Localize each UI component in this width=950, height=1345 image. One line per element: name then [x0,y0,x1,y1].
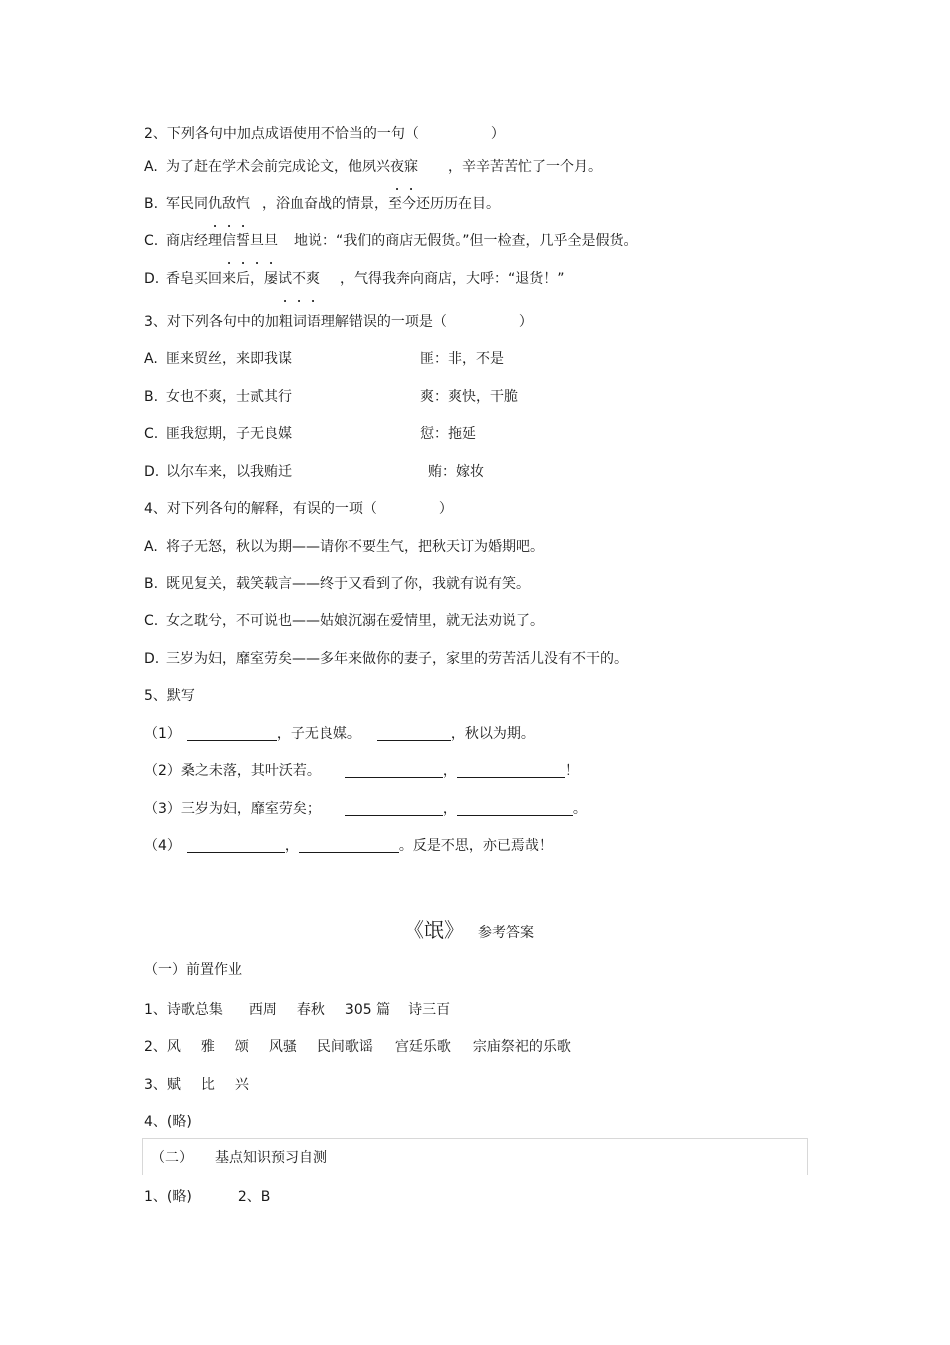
option-text: 将子无怒，秋以为期——请你不要生气，把秋天订为婚期吧。 [166,539,544,555]
q3-option-b [144,387,292,407]
answer-section-1: （一）前置作业 [144,962,242,978]
option-text: 女也不爽，士贰其行 [166,389,292,405]
answer-blank[interactable] [299,838,399,853]
q3-option-d [144,462,292,482]
option-text: 女之耽兮，不可说也——姑娘沉溺在爱情里，就无法劝说了。 [166,613,544,629]
q3-gloss-d: 贿：嫁妆 [428,464,484,480]
q5-line-1 [144,724,535,744]
answer-row-4: 4、(略) [144,1114,192,1130]
q2-paren-close: ） [490,126,505,142]
option-text: ，辛辛苦苦忙了一个月。 [448,159,602,175]
dotted-char: 敌 [222,196,236,212]
option-label: A. [144,539,158,555]
option-label: D. [144,464,160,480]
answer-item: 风骚 [268,1039,297,1055]
q2-option-b [144,194,500,214]
dotted-char: 夜 [390,159,404,175]
q4-option-a [144,537,544,557]
answer-blank[interactable] [345,763,443,778]
option-label: C. [144,233,159,249]
line-text: ， [442,801,457,817]
answer-item: 比 [200,1077,215,1093]
q5-line-3 [144,799,587,819]
line-text: ，秋以为期。 [450,726,535,742]
answer-item: 宫廷乐歌 [394,1039,451,1055]
dotted-char: 誓 [236,233,250,249]
q4-stem-text: 4、对下列各句的解释，有误的一项（ [144,501,377,517]
q4-option-c [144,611,544,631]
answer-row-2 [144,1037,571,1057]
option-text: 地说：“我们的商店无假货。”但一检查，几乎全是假货。 [294,233,638,249]
line-number: （2） [144,763,181,779]
line-text: 。反是不思，亦已焉哉！ [398,838,553,854]
answer-item: 3、赋 [144,1077,181,1093]
q3-stem [144,312,533,332]
line-text: ， [442,763,457,779]
q3-option-a [144,349,292,369]
answer-item: 民间歌谣 [316,1039,373,1055]
option-label: B. [144,389,159,405]
option-text: ，气得我奔向商店，大呼：“退货！” [340,271,565,287]
answer-item: 西周 [248,1002,277,1018]
line-text: 桑之未落，其叶沃若。 [180,763,321,779]
option-label: D. [144,651,160,667]
option-text: 军民同 [166,196,208,212]
dotted-char: 试 [278,271,292,287]
option-label: A. [144,159,158,175]
q5-stem: 5、默写 [144,688,195,704]
answer-blank[interactable] [457,763,565,778]
answer-blank[interactable] [187,726,277,741]
line-text: ，子无良媒。 [276,726,361,742]
q3-stem-text: 3、对下列各句中的加粗词语理解错误的一项是（ [144,314,447,330]
answer-blank[interactable] [345,801,443,816]
answer-item: 春秋 [296,1002,325,1018]
dotted-char: 爽 [306,271,320,287]
line-number: （1） [144,726,181,742]
answer-item: 颂 [234,1039,249,1055]
q5-line-4 [144,836,553,856]
q5-line-2 [144,761,579,781]
section-title: 基点知识预习自测 [215,1150,327,1166]
answer-item: 1、(略) [144,1189,192,1205]
option-text: 匪我愆期，子无良媒 [166,426,292,442]
option-text: 香皂买回来后，屡 [166,271,278,287]
dotted-char: 仇 [208,196,222,212]
answer-item: 2、风 [144,1039,181,1055]
line-text: 。 [572,801,587,817]
line-text: ！ [564,763,579,779]
option-text: 匪来贸丝，来即我谋 [166,351,292,367]
answer-item: 2、B [237,1189,271,1205]
q4-stem [144,499,453,519]
answer-title-sub: 参考答案 [478,925,534,941]
dotted-char: 信 [222,233,236,249]
answer-blank[interactable] [187,838,285,853]
answer-item: 诗三百 [408,1002,451,1018]
answer-title [404,914,534,943]
answer-row-1 [144,1000,450,1020]
dotted-char: 忾 [236,196,250,212]
answer-item: 雅 [200,1039,215,1055]
section-number: （二） [151,1150,193,1166]
answer-title-main: 《氓》 [404,918,464,942]
q3-option-c [144,424,292,444]
answer-item: 宗庙祭祀的乐歌 [472,1039,571,1055]
answer-blank[interactable] [377,726,451,741]
q4-paren-close: ） [438,501,453,517]
answer-blank[interactable] [457,801,573,816]
line-text: ， [284,838,299,854]
option-text: 以尔车来，以我贿迁 [166,464,292,480]
option-label: C. [144,426,159,442]
q2-option-d [144,269,565,289]
q2-stem [144,124,505,144]
q3-gloss-b: 爽：爽快，干脆 [420,389,518,405]
q3-gloss-c: 愆：拖延 [420,426,476,442]
answer-row-5 [144,1187,270,1207]
option-text: 三岁为妇，靡室劳矣——多年来做你的妻子，家里的劳苦活儿没有不干的。 [166,651,628,667]
q2-stem-text: 2、下列各句中加点成语使用不恰当的一句（ [144,126,419,142]
option-label: B. [144,576,159,592]
answer-item: 兴 [234,1077,249,1093]
q3-gloss-a: 匪：非，不是 [420,351,504,367]
option-text: 既见复关，载笑载言——终于又看到了你，我就有说有笑。 [166,576,530,592]
line-text: 三岁为妇，靡室劳矣； [180,801,321,817]
q4-option-b [144,574,530,594]
dotted-char: 寐 [404,159,418,175]
option-text: ，浴血奋战的情景，至今还历历在目。 [262,196,500,212]
line-number: （3） [144,801,181,817]
option-label: D. [144,271,160,287]
q2-option-a [144,157,602,177]
answer-item: 305 篇 [344,1002,391,1018]
option-text: 商店经理 [166,233,222,249]
dotted-char: 旦 [250,233,264,249]
option-text: 为了赶在学术会前完成论文，他夙兴 [166,159,390,175]
answer-item: 1、诗歌总集 [144,1002,223,1018]
option-label: C. [144,613,159,629]
answer-row-3 [144,1075,249,1095]
dotted-char: 旦 [264,233,278,249]
option-label: A. [144,351,158,367]
dotted-char: 不 [292,271,306,287]
q2-option-c [144,231,638,251]
line-number: （4） [144,838,181,854]
option-label: B. [144,196,159,212]
answer-section-2 [151,1148,327,1168]
q3-paren-close: ） [518,314,533,330]
q4-option-d [144,649,628,669]
